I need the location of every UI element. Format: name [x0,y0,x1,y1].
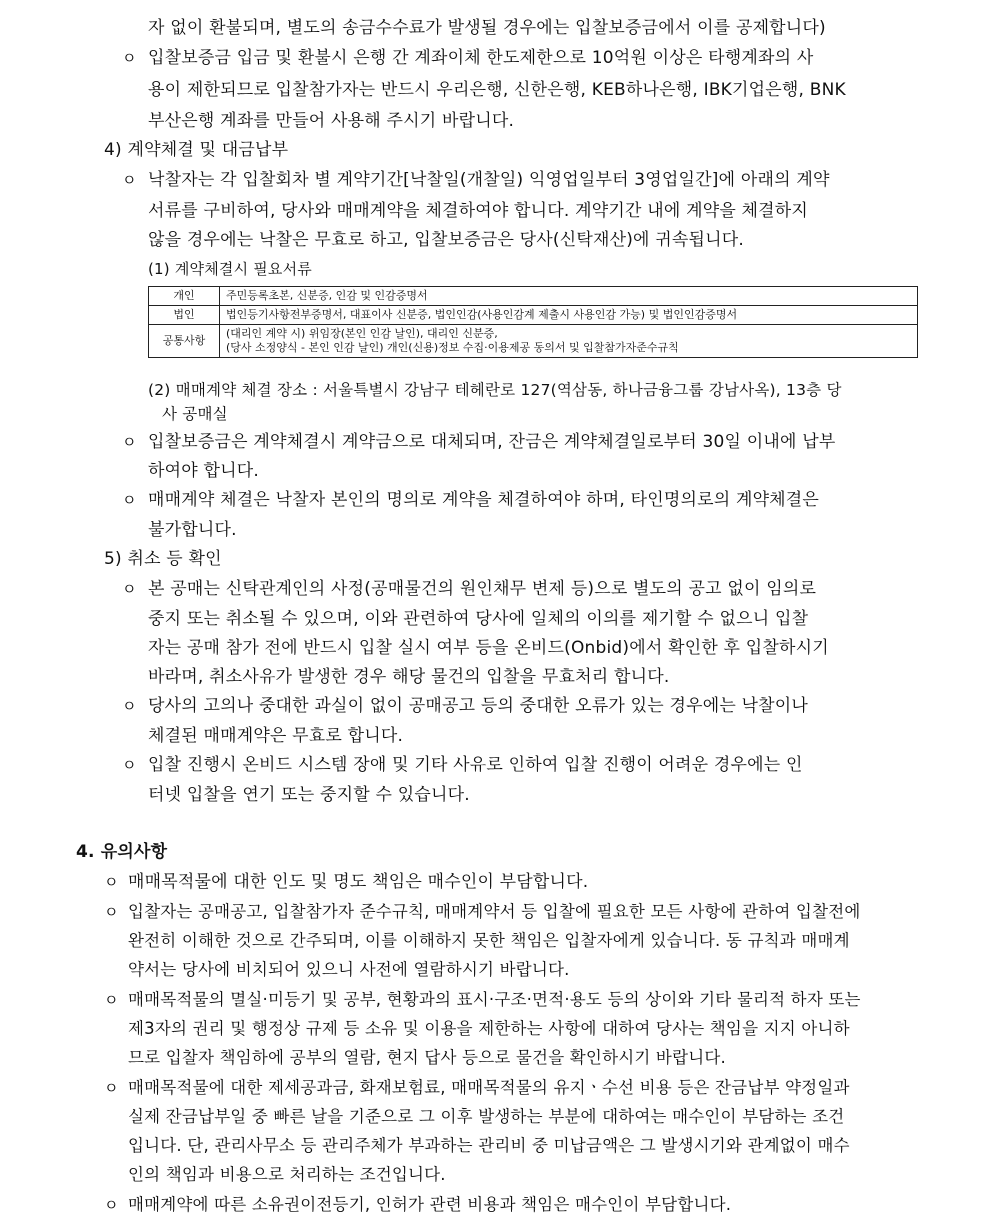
paragraph-line: 완전히 이해한 것으로 간주되며, 이를 이해하지 못한 책임은 입찰자에게 있습니다. 동 규칙과 매매계 [128,931,850,950]
paragraph-line: 입찰 진행시 온비드 시스템 장애 및 기타 사유로 인하여 입찰 진행이 어려운 경우에는 인 [148,755,803,775]
paragraph-line: 부산은행 계좌를 만들어 사용해 주시기 바랍니다. [148,111,515,131]
table-row [149,306,918,325]
paragraph-line: 본 공매는 신탁관계인의 사정(공매물건의 원인채무 변제 등)으로 별도의 공고 없이 임의로 [148,579,817,599]
paragraph-line: 바라며, 취소사유가 발생한 경우 해당 물건의 입찰을 무효처리 합니다. [148,667,670,687]
bullet-marker: ㅇ [122,491,137,509]
table-cell-key: 개인 [149,287,220,306]
bullet-marker: ㅇ [122,697,137,715]
table-row [149,325,918,358]
paragraph-line: 낙찰자는 각 입찰회차 별 계약기간[낙찰일(개찰일) 익영업일부터 3영업일간]에 아래의 계약 [148,170,830,190]
paragraph-line: 입니다. 단, 관리사무소 등 관리주체가 부과하는 관리비 중 미납금액은 그 발생시기와 관계없이 매수 [128,1136,850,1155]
list-heading: (1) 계약체결시 필요서류 [148,260,312,278]
paragraph-line: 매매목적물의 멸실·미등기 및 공부, 현황과의 표시·구조·면적·용도 등의 상이와 기타 물리적 하자 또는 [128,990,861,1009]
paragraph-line: 사 공매실 [162,405,228,423]
paragraph-line: 므로 입찰자 책임하에 공부의 열람, 현지 답사 등으로 물건을 확인하시기 바랍니다. [128,1048,726,1067]
table-cell-line: (대리인 계약 시) 위임장(본인 인감 날인), 대리인 신분증, [226,327,498,340]
paragraph-line: 매매계약에 따른 소유권이전등기, 인허가 관련 비용과 책임은 매수인이 부담합니다. [128,1195,732,1214]
table-cell-value: 주민등록초본, 신분증, 인감 및 인감증명서 [220,287,918,306]
bullet-marker: ㅇ [104,903,119,921]
bullet-marker: ㅇ [104,873,119,891]
paragraph-line: 입찰자는 공매공고, 입찰참가자 준수규칙, 매매계약서 등 입찰에 필요한 모든 사항에 관하여 입찰전에 [128,902,861,921]
table-cell-key: 법인 [149,306,220,325]
section-title: 4. 유의사항 [76,842,168,862]
table-row [149,287,918,306]
paragraph-line: 매매계약 체결은 낙찰자 본인의 명의로 계약을 체결하여야 하며, 타인명의로의 계약체결은 [148,490,820,510]
bullet-marker: ㅇ [122,49,137,67]
paragraph-line: 않을 경우에는 낙찰은 무효로 하고, 입찰보증금은 당사(신탁재산)에 귀속됩니다. [148,230,745,250]
table-cell-value [220,325,918,358]
paragraph-line: 자 없이 환불되며, 별도의 송금수수료가 발생될 경우에는 입찰보증금에서 이를 공제합니다) [148,18,826,38]
table-cell-line: (당사 소정양식 - 본인 인감 날인) 개인(신용)정보 수집·이용제공 동의서 및 입찰참가자준수규칙 [226,341,679,354]
bullet-marker: ㅇ [122,756,137,774]
bullet-marker: ㅇ [104,1079,119,1097]
paragraph-line: (2) 매매계약 체결 장소 : 서울특별시 강남구 테헤란로 127(역삼동, 하나금융그룹 강남사옥), 13층 당 [148,381,842,399]
paragraph-line: 용이 제한되므로 입찰참가자는 반드시 우리은행, 신한은행, KEB하나은행, IBK기업은행, BNK [148,80,846,100]
required-documents-table [148,286,918,358]
paragraph-line: 중지 또는 취소될 수 있으며, 이와 관련하여 당사에 일체의 이의를 제기할 수 없으니 입찰 [148,609,809,629]
bullet-marker: ㅇ [122,171,137,189]
paragraph-line: 하여야 합니다. [148,461,259,481]
paragraph-line: 서류를 구비하여, 당사와 매매계약을 체결하여야 합니다. 계약기간 내에 계약을 체결하지 [148,201,809,221]
paragraph-line: 매매목적물에 대한 인도 및 명도 책임은 매수인이 부담합니다. [128,872,589,892]
paragraph-line: 불가합니다. [148,520,237,540]
paragraph-line: 매매목적물에 대한 제세공과금, 화재보험료, 매매목적물의 유지ㆍ수선 비용 등은 잔금납부 약정일과 [128,1078,850,1097]
paragraph-line: 당사의 고의나 중대한 과실이 없이 공매공고 등의 중대한 오류가 있는 경우에는 낙찰이나 [148,696,809,716]
paragraph-line: 체결된 매매계약은 무효로 합니다. [148,726,404,746]
paragraph-line: 약서는 당사에 비치되어 있으니 사전에 열람하시기 바랍니다. [128,960,570,979]
paragraph-line: 입찰보증금 입금 및 환불시 은행 간 계좌이체 한도제한으로 10억원 이상은 타행계좌의 사 [148,48,814,68]
bullet-marker: ㅇ [104,991,119,1009]
paragraph-line: 실제 잔금납부일 중 빠른 날을 기준으로 그 이후 발생하는 부분에 대하여는 매수인이 부담하는 조건 [128,1107,845,1126]
bullet-marker: ㅇ [104,1196,119,1214]
paragraph-line: 입찰보증금은 계약체결시 계약금으로 대체되며, 잔금은 계약체결일로부터 30일 이내에 납부 [148,432,836,452]
bullet-marker: ㅇ [122,433,137,451]
table-cell-key: 공통사항 [149,325,220,358]
table-cell-value: 법인등기사항전부증명서, 대표이사 신분증, 법인인감(사용인감계 제출시 사용인감 가능) 및 법인인감증명서 [220,306,918,325]
subsection-heading: 4) 계약체결 및 대금납부 [104,140,289,160]
paragraph-line: 제3자의 권리 및 행정상 규제 등 소유 및 이용을 제한하는 사항에 대하여 당사는 책임을 지지 아니하 [128,1019,850,1038]
paragraph-line: 인의 책임과 비용으로 처리하는 조건입니다. [128,1165,446,1184]
paragraph-line: 자는 공매 참가 전에 반드시 입찰 실시 여부 등을 온비드(Onbid)에서 확인한 후 입찰하시기 [148,638,829,658]
paragraph-line: 터넷 입찰을 연기 또는 중지할 수 있습니다. [148,785,470,805]
bullet-marker: ㅇ [122,580,137,598]
subsection-heading: 5) 취소 등 확인 [104,549,222,569]
